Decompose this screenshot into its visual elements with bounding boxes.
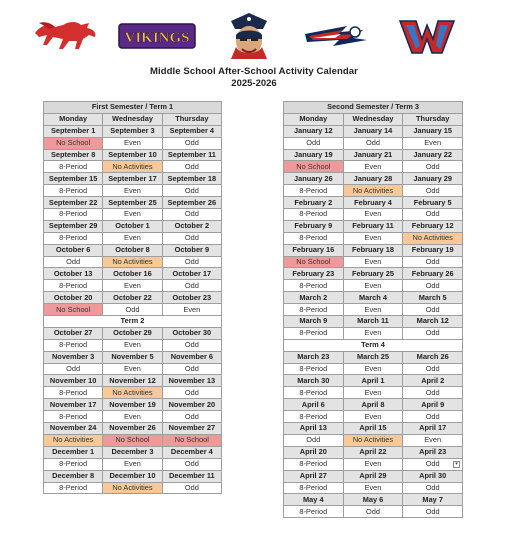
date-row — [284, 220, 463, 232]
schedule-cell: 8-Period — [44, 339, 103, 351]
date-row — [284, 125, 463, 137]
date-row — [284, 268, 463, 280]
date-cell: March 9 — [284, 316, 344, 328]
date-cell: October 22 — [103, 292, 162, 304]
date-cell: November 24 — [44, 423, 103, 435]
schedule-cell: 8-Period — [284, 458, 344, 470]
date-cell: September 11 — [162, 149, 221, 161]
schedule-cell: Odd — [284, 137, 344, 149]
schedule-cell: Odd — [162, 185, 221, 197]
svg-text:VIKINGS: VIKINGS — [124, 30, 190, 46]
date-cell: September 18 — [162, 173, 221, 185]
schedule-cell: Odd — [162, 411, 221, 423]
vikings-wordmark-logo-icon — [117, 10, 197, 62]
day-header-wednesday: Wednesday — [103, 113, 162, 125]
second-semester-table — [283, 101, 463, 518]
schedule-row — [284, 434, 463, 446]
patriot-head-logo-icon — [224, 10, 274, 62]
date-cell: October 30 — [162, 327, 221, 339]
date-cell: October 20 — [44, 292, 103, 304]
schedule-cell: Odd — [162, 363, 221, 375]
date-row — [284, 494, 463, 506]
schedule-cell: Even — [403, 137, 463, 149]
date-cell: May 6 — [343, 494, 403, 506]
date-cell: September 26 — [162, 197, 221, 209]
date-cell: November 12 — [103, 375, 162, 387]
schedule-cell: Even — [103, 458, 162, 470]
date-cell: October 23 — [162, 292, 221, 304]
date-cell: November 3 — [44, 351, 103, 363]
date-cell: April 8 — [343, 399, 403, 411]
date-cell: April 17 — [403, 423, 463, 435]
schedule-row — [284, 363, 463, 375]
schedule-cell: Odd — [103, 304, 162, 316]
schedule-cell: Odd — [403, 506, 463, 518]
schedule-cell: Odd — [403, 280, 463, 292]
schedule-cell: Odd — [284, 434, 344, 446]
schedule-cell: 8-Period — [284, 363, 344, 375]
date-cell: December 10 — [103, 470, 162, 482]
term-label: Term 4 — [284, 339, 463, 351]
schedule-cell: 8-Period — [284, 209, 344, 221]
schedule-cell: No School — [162, 434, 221, 446]
schedule-cell: No Activities — [103, 482, 162, 494]
date-row — [44, 327, 222, 339]
date-cell: March 23 — [284, 351, 344, 363]
schedule-cell: 8-Period — [284, 411, 344, 423]
date-row — [284, 446, 463, 458]
date-cell: April 1 — [343, 375, 403, 387]
schedule-cell: Odd — [403, 327, 463, 339]
date-row — [44, 399, 222, 411]
semester-title: Second Semester / Term 3 — [284, 102, 463, 114]
schedule-cell: 8-Period — [284, 280, 344, 292]
schedule-cell: 8-Period — [44, 411, 103, 423]
date-cell: April 29 — [343, 470, 403, 482]
w-letter-logo-icon — [395, 10, 459, 62]
date-row — [44, 244, 222, 256]
date-row — [284, 351, 463, 363]
date-row — [44, 149, 222, 161]
schedule-row — [44, 411, 222, 423]
date-row — [284, 292, 463, 304]
date-row — [284, 375, 463, 387]
schedule-row — [44, 387, 222, 399]
schedule-cell: Odd — [44, 363, 103, 375]
schedule-cell: Odd — [343, 506, 403, 518]
date-row — [44, 125, 222, 137]
schedule-row — [44, 185, 222, 197]
schedule-cell: Even — [343, 458, 403, 470]
date-cell: February 12 — [403, 220, 463, 232]
schedule-row — [284, 185, 463, 197]
date-cell: April 15 — [343, 423, 403, 435]
date-row — [284, 423, 463, 435]
schedule-cell: No Activities — [343, 434, 403, 446]
date-cell: April 22 — [343, 446, 403, 458]
date-cell: February 11 — [343, 220, 403, 232]
patriots-flying-elvis-logo-icon — [302, 10, 372, 62]
mustang-horse-logo-icon — [30, 10, 102, 62]
schedule-cell: 8-Period — [44, 387, 103, 399]
schedule-cell: Even — [343, 387, 403, 399]
date-cell: November 13 — [162, 375, 221, 387]
schedule-cell: Odd — [403, 363, 463, 375]
date-cell: October 6 — [44, 244, 103, 256]
first-semester-table — [43, 101, 222, 494]
date-row — [284, 244, 463, 256]
schedule-cell: Even — [343, 256, 403, 268]
term-label: Term 2 — [44, 316, 222, 328]
schedule-cell: Odd — [403, 209, 463, 221]
date-row — [284, 399, 463, 411]
schedule-cell: Even — [343, 232, 403, 244]
date-cell: February 25 — [343, 268, 403, 280]
date-cell: September 10 — [103, 149, 162, 161]
date-row — [44, 268, 222, 280]
schedule-cell: Even — [343, 304, 403, 316]
date-cell: November 19 — [103, 399, 162, 411]
schedule-cell: 8-Period — [44, 161, 103, 173]
date-row — [44, 292, 222, 304]
schedule-cell: 8-Period — [284, 327, 344, 339]
date-cell: March 4 — [343, 292, 403, 304]
date-cell: October 29 — [103, 327, 162, 339]
schedule-cell: Even — [343, 327, 403, 339]
schedule-row — [284, 458, 463, 470]
date-cell: September 8 — [44, 149, 103, 161]
schedule-cell: 8-Period — [44, 185, 103, 197]
date-cell: April 27 — [284, 470, 344, 482]
schedule-row — [44, 209, 222, 221]
schedule-cell: No Activities — [343, 185, 403, 197]
date-cell: January 15 — [403, 125, 463, 137]
date-cell: September 17 — [103, 173, 162, 185]
schedule-cell: Odd — [403, 185, 463, 197]
calendar-heading — [0, 66, 508, 90]
date-cell: January 22 — [403, 149, 463, 161]
date-cell: December 1 — [44, 446, 103, 458]
schedule-cell: Even — [343, 161, 403, 173]
date-cell: September 3 — [103, 125, 162, 137]
date-row — [284, 197, 463, 209]
schedule-cell: No School — [284, 256, 344, 268]
day-header-thursday: Thursday — [403, 113, 463, 125]
schedule-cell: Even — [103, 363, 162, 375]
schedule-cell: Odd — [162, 137, 221, 149]
date-row — [284, 173, 463, 185]
date-cell: October 16 — [103, 268, 162, 280]
day-header-monday: Monday — [284, 113, 344, 125]
date-cell: January 28 — [343, 173, 403, 185]
date-cell: March 30 — [284, 375, 344, 387]
day-header-thursday: Thursday — [162, 113, 221, 125]
date-cell: April 9 — [403, 399, 463, 411]
date-cell: March 5 — [403, 292, 463, 304]
schedule-cell: Odd — [162, 458, 221, 470]
schedule-cell: Even — [103, 209, 162, 221]
date-cell: December 11 — [162, 470, 221, 482]
schedule-cell: Odd — [162, 280, 221, 292]
day-header-monday: Monday — [44, 113, 103, 125]
schedule-cell: Odd — [403, 387, 463, 399]
date-cell: November 26 — [103, 423, 162, 435]
schedule-row — [284, 137, 463, 149]
date-row — [44, 173, 222, 185]
date-cell: February 19 — [403, 244, 463, 256]
schedule-cell: Odd — [44, 256, 103, 268]
schedule-cell: No Activities — [44, 434, 103, 446]
schedule-cell[interactable]: Odd ▾ — [403, 458, 463, 470]
term-row — [44, 316, 222, 328]
semester-title: First Semester / Term 1 — [44, 102, 222, 114]
date-cell: March 25 — [343, 351, 403, 363]
date-cell: February 2 — [284, 197, 344, 209]
date-row — [44, 375, 222, 387]
date-cell: September 4 — [162, 125, 221, 137]
schedule-row — [44, 256, 222, 268]
schedule-cell: Even — [343, 363, 403, 375]
schedule-cell: Even — [103, 339, 162, 351]
schedule-cell: 8-Period — [284, 185, 344, 197]
date-cell: April 23 — [403, 446, 463, 458]
logo-bar — [0, 10, 508, 62]
schedule-row — [44, 304, 222, 316]
date-cell: February 16 — [284, 244, 344, 256]
schedule-row — [284, 304, 463, 316]
day-header-wednesday: Wednesday — [343, 113, 403, 125]
schedule-cell: No School — [44, 137, 103, 149]
date-cell: January 29 — [403, 173, 463, 185]
schedule-cell: No School — [284, 161, 344, 173]
schedule-cell: 8-Period — [44, 232, 103, 244]
schedule-cell: Odd — [162, 209, 221, 221]
schedule-row — [284, 411, 463, 423]
schedule-cell: Odd — [403, 411, 463, 423]
schedule-cell: No Activities — [103, 256, 162, 268]
schedule-cell: Odd — [162, 482, 221, 494]
schedule-cell: No School — [103, 434, 162, 446]
schedule-cell: 8-Period — [284, 482, 344, 494]
schedule-row — [284, 280, 463, 292]
schedule-row — [284, 209, 463, 221]
schedule-row — [44, 434, 222, 446]
date-cell: December 8 — [44, 470, 103, 482]
date-cell: September 29 — [44, 220, 103, 232]
date-cell: October 8 — [103, 244, 162, 256]
schedule-row — [44, 339, 222, 351]
schedule-row — [44, 161, 222, 173]
schedule-cell: Odd — [403, 304, 463, 316]
date-row — [44, 220, 222, 232]
schedule-cell: 8-Period — [44, 209, 103, 221]
schedule-row — [284, 232, 463, 244]
date-cell: November 5 — [103, 351, 162, 363]
date-cell: February 26 — [403, 268, 463, 280]
schedule-row — [284, 327, 463, 339]
date-cell: April 6 — [284, 399, 344, 411]
date-cell: September 25 — [103, 197, 162, 209]
schedule-cell: Odd — [403, 161, 463, 173]
date-cell: January 26 — [284, 173, 344, 185]
schedule-cell: Odd — [403, 482, 463, 494]
schedule-cell: 8-Period — [284, 304, 344, 316]
date-cell: February 4 — [343, 197, 403, 209]
schedule-row — [44, 280, 222, 292]
schedule-cell: 8-Period — [44, 482, 103, 494]
school-year: 2025-2026 — [231, 78, 277, 89]
page-title: Middle School After-School Activity Calendar — [150, 66, 358, 77]
date-cell: February 18 — [343, 244, 403, 256]
schedule-row — [44, 458, 222, 470]
date-row — [44, 351, 222, 363]
date-cell: November 6 — [162, 351, 221, 363]
schedule-cell: Even — [103, 280, 162, 292]
schedule-cell: Even — [103, 232, 162, 244]
date-row — [284, 470, 463, 482]
schedule-cell: Odd — [162, 387, 221, 399]
date-cell: May 7 — [403, 494, 463, 506]
date-row — [284, 316, 463, 328]
date-cell: May 4 — [284, 494, 344, 506]
date-row — [44, 446, 222, 458]
term-row — [284, 339, 463, 351]
date-cell: September 15 — [44, 173, 103, 185]
schedule-cell: 8-Period — [284, 387, 344, 399]
date-cell: November 10 — [44, 375, 103, 387]
date-cell: October 1 — [103, 220, 162, 232]
schedule-cell: Odd — [162, 339, 221, 351]
schedule-cell: Even — [343, 280, 403, 292]
schedule-cell: Even — [343, 482, 403, 494]
date-cell: November 20 — [162, 399, 221, 411]
date-cell: November 17 — [44, 399, 103, 411]
date-cell: October 9 — [162, 244, 221, 256]
schedule-cell: Odd — [162, 256, 221, 268]
schedule-cell: 8-Period — [44, 280, 103, 292]
schedule-cell: Even — [343, 209, 403, 221]
schedule-cell: No School — [44, 304, 103, 316]
date-cell: December 3 — [103, 446, 162, 458]
schedule-cell: 8-Period — [284, 232, 344, 244]
date-cell: March 26 — [403, 351, 463, 363]
schedule-row — [284, 387, 463, 399]
schedule-row — [44, 363, 222, 375]
date-cell: January 14 — [343, 125, 403, 137]
date-cell: October 27 — [44, 327, 103, 339]
schedule-cell: Even — [103, 137, 162, 149]
date-row — [284, 149, 463, 161]
date-cell: January 21 — [343, 149, 403, 161]
date-cell: January 19 — [284, 149, 344, 161]
date-cell: November 27 — [162, 423, 221, 435]
date-cell: April 13 — [284, 423, 344, 435]
date-cell: April 20 — [284, 446, 344, 458]
date-cell: February 5 — [403, 197, 463, 209]
date-cell: March 2 — [284, 292, 344, 304]
date-cell: October 2 — [162, 220, 221, 232]
date-cell: March 11 — [343, 316, 403, 328]
date-cell: April 2 — [403, 375, 463, 387]
date-cell: January 12 — [284, 125, 344, 137]
date-cell: December 4 — [162, 446, 221, 458]
date-cell: April 30 — [403, 470, 463, 482]
date-row — [44, 197, 222, 209]
schedule-row — [44, 137, 222, 149]
schedule-row — [284, 161, 463, 173]
schedule-cell: Even — [343, 411, 403, 423]
schedule-cell: 8-Period — [284, 506, 344, 518]
dropdown-arrow-icon[interactable]: ▾ — [453, 461, 460, 468]
schedule-cell: 8-Period — [44, 458, 103, 470]
date-cell: February 23 — [284, 268, 344, 280]
schedule-cell: No Activities — [103, 161, 162, 173]
schedule-cell: Even — [403, 434, 463, 446]
date-cell: September 22 — [44, 197, 103, 209]
date-cell: October 13 — [44, 268, 103, 280]
schedule-cell: Even — [162, 304, 221, 316]
schedule-cell: Odd — [343, 137, 403, 149]
date-cell: February 9 — [284, 220, 344, 232]
date-row — [44, 423, 222, 435]
schedule-row — [44, 482, 222, 494]
schedule-cell: Even — [103, 411, 162, 423]
date-cell: September 1 — [44, 125, 103, 137]
date-cell: October 17 — [162, 268, 221, 280]
schedule-cell: Even — [103, 185, 162, 197]
date-cell: March 12 — [403, 316, 463, 328]
schedule-cell: Odd — [162, 232, 221, 244]
schedule-cell: No Activities — [103, 387, 162, 399]
schedule-row — [284, 506, 463, 518]
schedule-row — [284, 482, 463, 494]
schedule-row — [44, 232, 222, 244]
schedule-cell: Odd — [162, 161, 221, 173]
schedule-row — [284, 256, 463, 268]
schedule-cell: Odd — [403, 256, 463, 268]
date-row — [44, 470, 222, 482]
schedule-cell: No Activities — [403, 232, 463, 244]
